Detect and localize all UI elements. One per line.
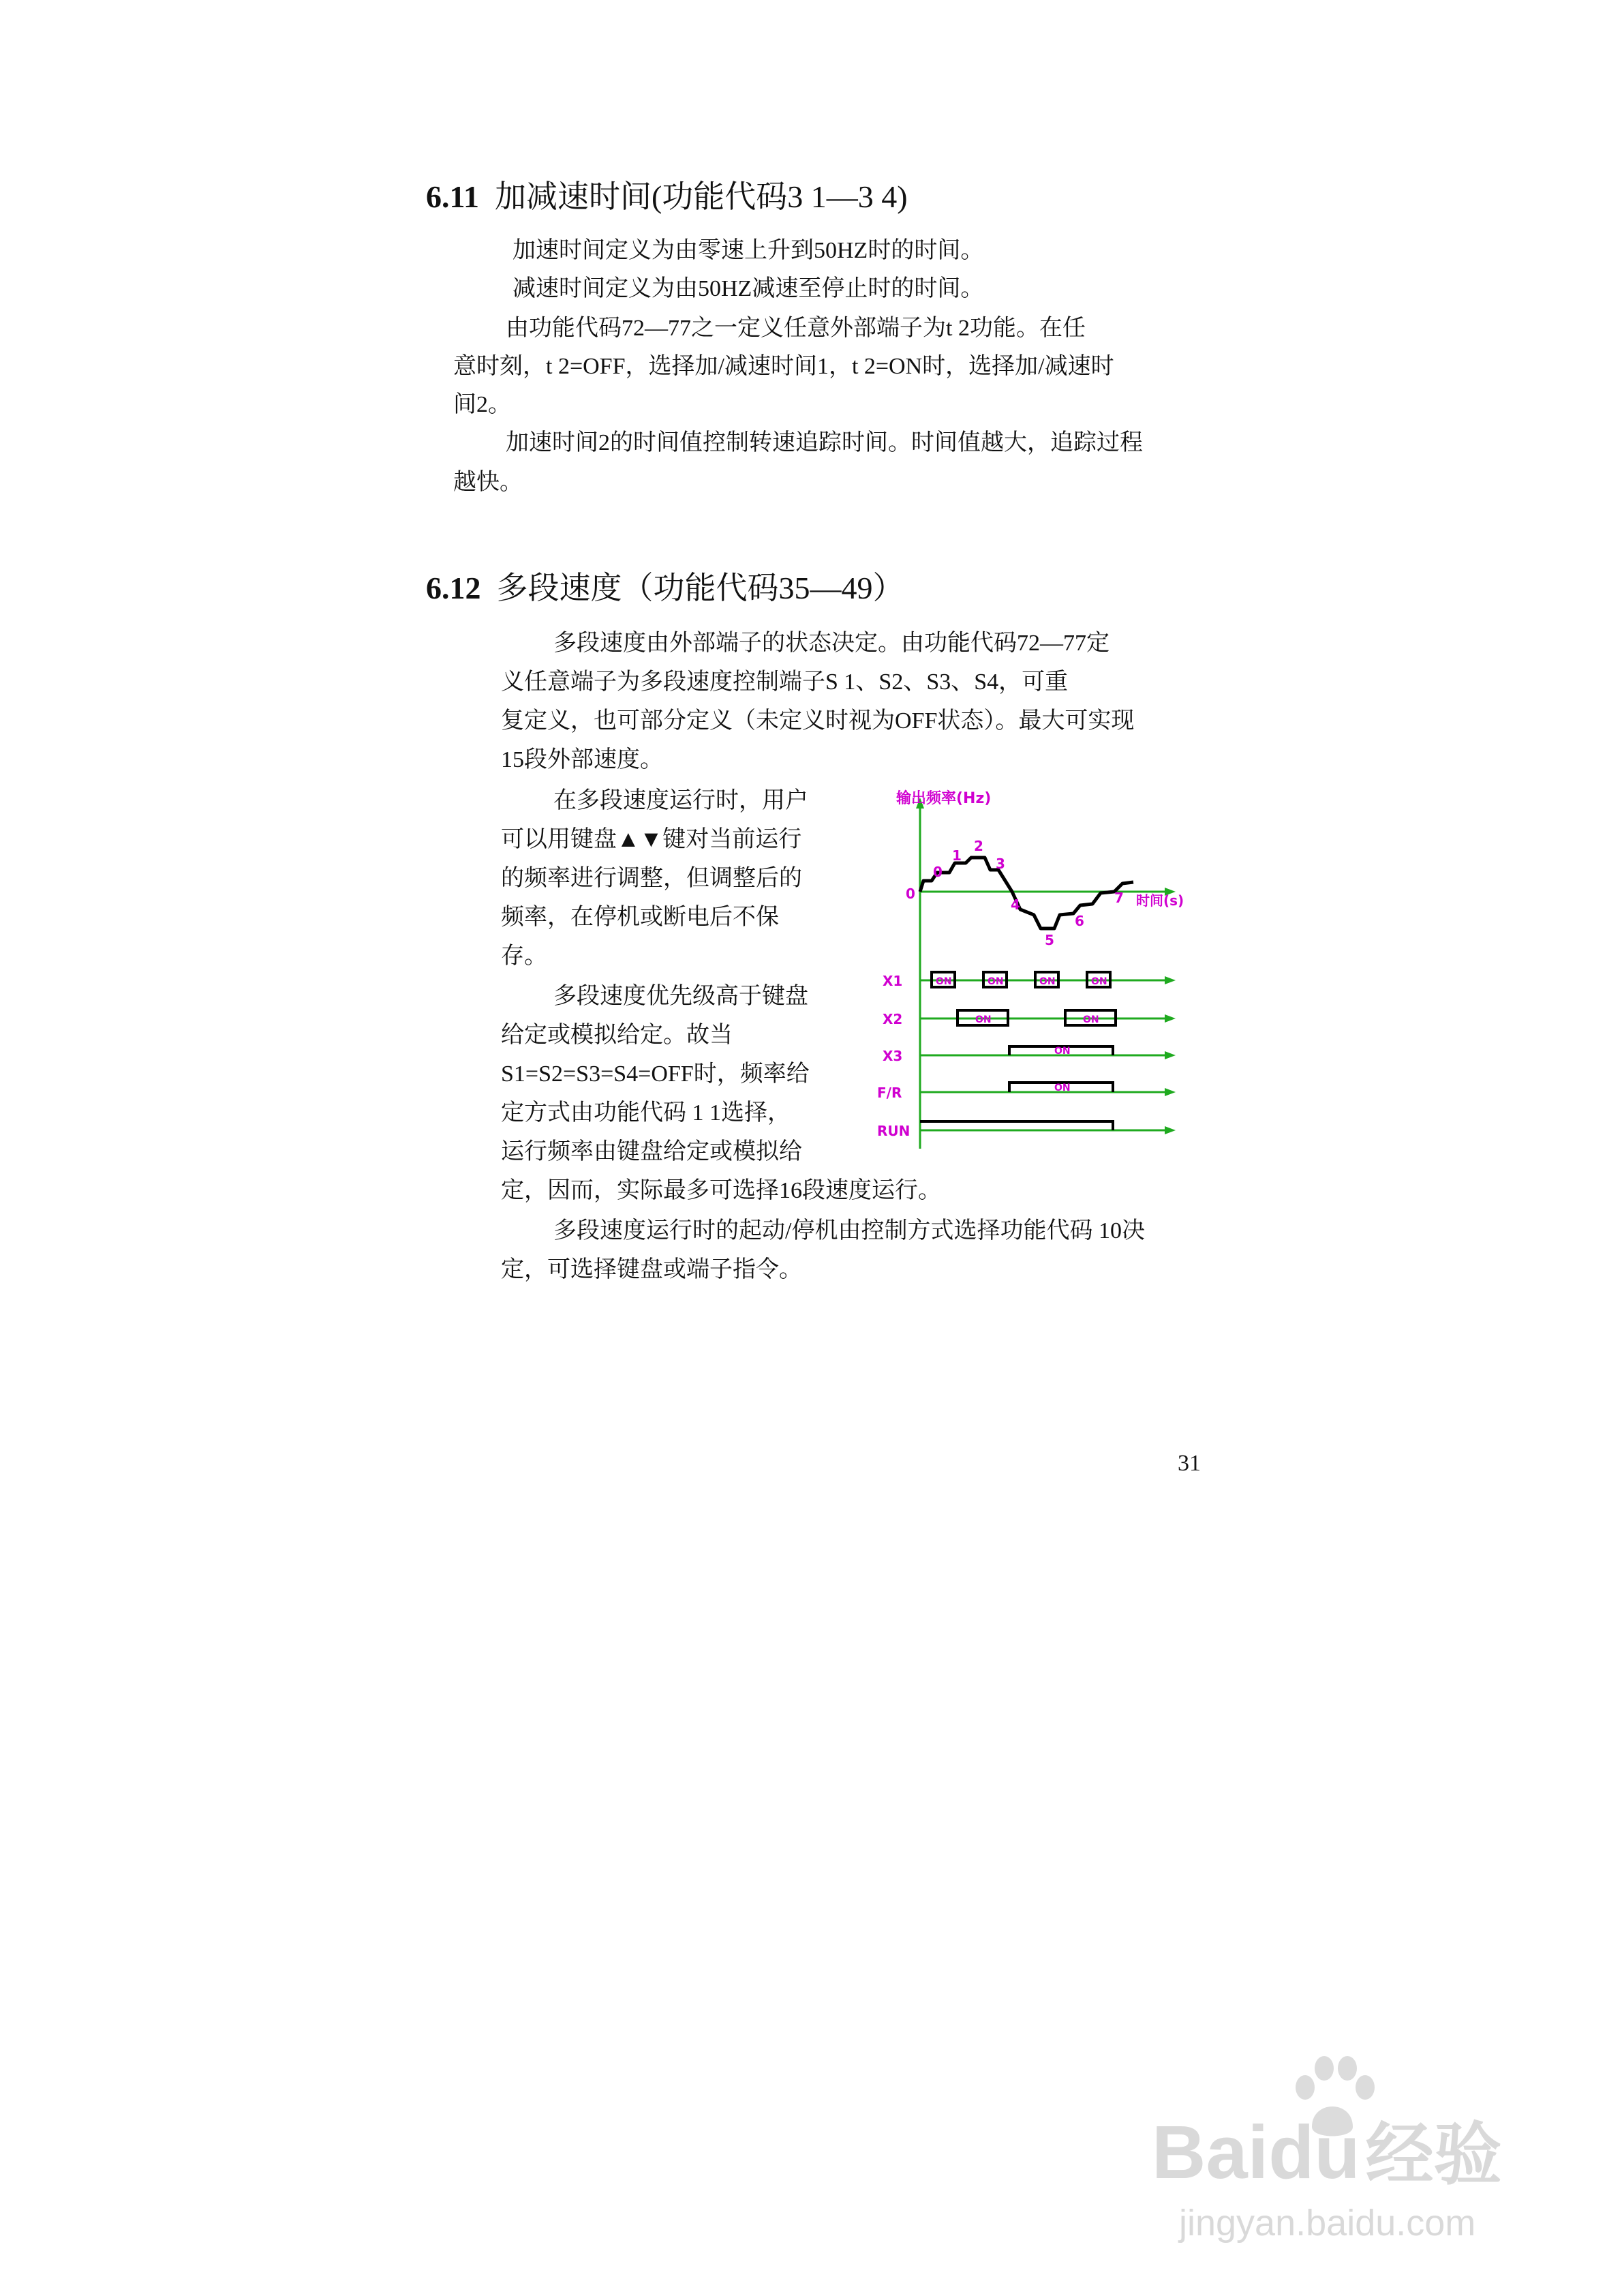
on-label: ON [975,1014,992,1025]
section-number: 6.11 [426,179,479,214]
step-label: 7 [1114,890,1124,906]
paragraph: 运行频率由键盘给定或模拟给 [501,1139,802,1164]
paragraph: 多段速度优先级高于键盘 [553,984,808,1009]
paragraph: 由功能代码72—77之一定义任意外部端子为t 2功能。在任 [506,316,1086,341]
section-6-11-heading [426,172,908,217]
arrow [1165,1088,1176,1096]
arrow [1165,976,1176,984]
paragraph: 多段速度由外部端子的状态决定。由功能代码72—77定 [553,631,1110,656]
watermark-brand-du: du [1268,2111,1360,2194]
paragraph: 定，因而，实际最多可选择16段速度运行。 [501,1178,941,1203]
step-label: 1 [952,847,962,864]
paragraph: 减速时间定义为由50HZ减速至停止时的时间。 [512,276,984,301]
watermark-brand-latin: Bai [1152,2111,1269,2194]
y-axis-label: 输出频率(Hz) [896,790,992,807]
on-label: ON [1054,1083,1071,1093]
on-label: ON [936,976,952,987]
arrow [1165,1014,1176,1023]
paragraph: 定方式由功能代码 1 1选择， [501,1100,791,1126]
step-label: 2 [974,838,983,854]
signal-label: X1 [883,973,903,989]
paragraph: 越快。 [453,470,523,495]
arrow [1165,1126,1176,1134]
watermark-brand [1152,2100,1502,2198]
signal-label: F/R [877,1085,902,1101]
paragraph: 频率，在停机或断电后不保 [501,905,779,930]
paragraph: 复定义，也可部分定义（未定义时视为OFF状态）。最大可实现 [501,708,1135,734]
paragraph: 加速时间2的时间值控制转速追踪时间。时间值越大，追踪过程 [506,430,1143,455]
frequency-curve [920,858,1133,928]
watermark-url: jingyan.baidu.com [1179,2203,1476,2244]
paragraph: 加速时间定义为由零速上升到50HZ时的时间。 [512,238,984,263]
on-label: ON [988,976,1004,987]
paragraph: 多段速度运行时的起动/停机由控制方式选择功能代码 10决 [553,1218,1145,1243]
arrow [1165,1051,1176,1059]
paragraph: 间2。 [453,392,511,417]
step-label: 6 [1075,913,1084,929]
step-label: 3 [996,856,1005,872]
on-label: ON [1091,976,1107,987]
step-label: 5 [1045,932,1054,948]
x-axis-label: 时间(s) [1136,892,1184,909]
zero-label: 0 [906,886,915,902]
page-number: 31 [1178,1451,1201,1476]
pulse [920,1121,1113,1130]
paragraph: 15段外部速度。 [501,747,663,772]
on-label: ON [1083,1014,1099,1025]
section-number: 6.12 [426,571,481,605]
paragraph: 定，可选择键盘或端子指令。 [501,1257,802,1282]
paragraph: 给定或模拟给定。故当 [501,1023,733,1048]
section-title: 加减速时间(功能代码3 1—3 4) [494,179,908,214]
paragraph: 的频率进行调整，但调整后的 [501,866,802,891]
signal-label: X2 [883,1011,903,1027]
on-label: ON [1039,976,1056,987]
section-6-12-heading [426,563,904,608]
step-label: 0 [933,864,943,880]
on-label: ON [1054,1046,1071,1057]
paragraph: S1=S2=S3=S4=OFF时，频率给 [501,1061,810,1087]
signal-label: X3 [883,1048,903,1064]
paragraph: 义任意端子为多段速度控制端子S 1、S2、S3、S4，可重 [501,669,1069,695]
section-title: 多段速度（功能代码35—49） [496,571,904,605]
paragraph: 可以用键盘▲▼键对当前运行 [501,827,802,852]
signal-label: RUN [877,1123,911,1139]
paragraph: 意时刻，t 2=OFF，选择加/减速时间1，t 2=ON时，选择加/减速时 [453,354,1114,379]
step-label: 4 [1011,896,1020,913]
multi-speed-timing-diagram [876,784,1189,1152]
paragraph: 存。 [501,943,547,969]
baidu-watermark [1138,2052,1588,2256]
watermark-brand-cn: 经验 [1365,2115,1502,2194]
paragraph: 在多段速度运行时，用户 [553,788,808,813]
